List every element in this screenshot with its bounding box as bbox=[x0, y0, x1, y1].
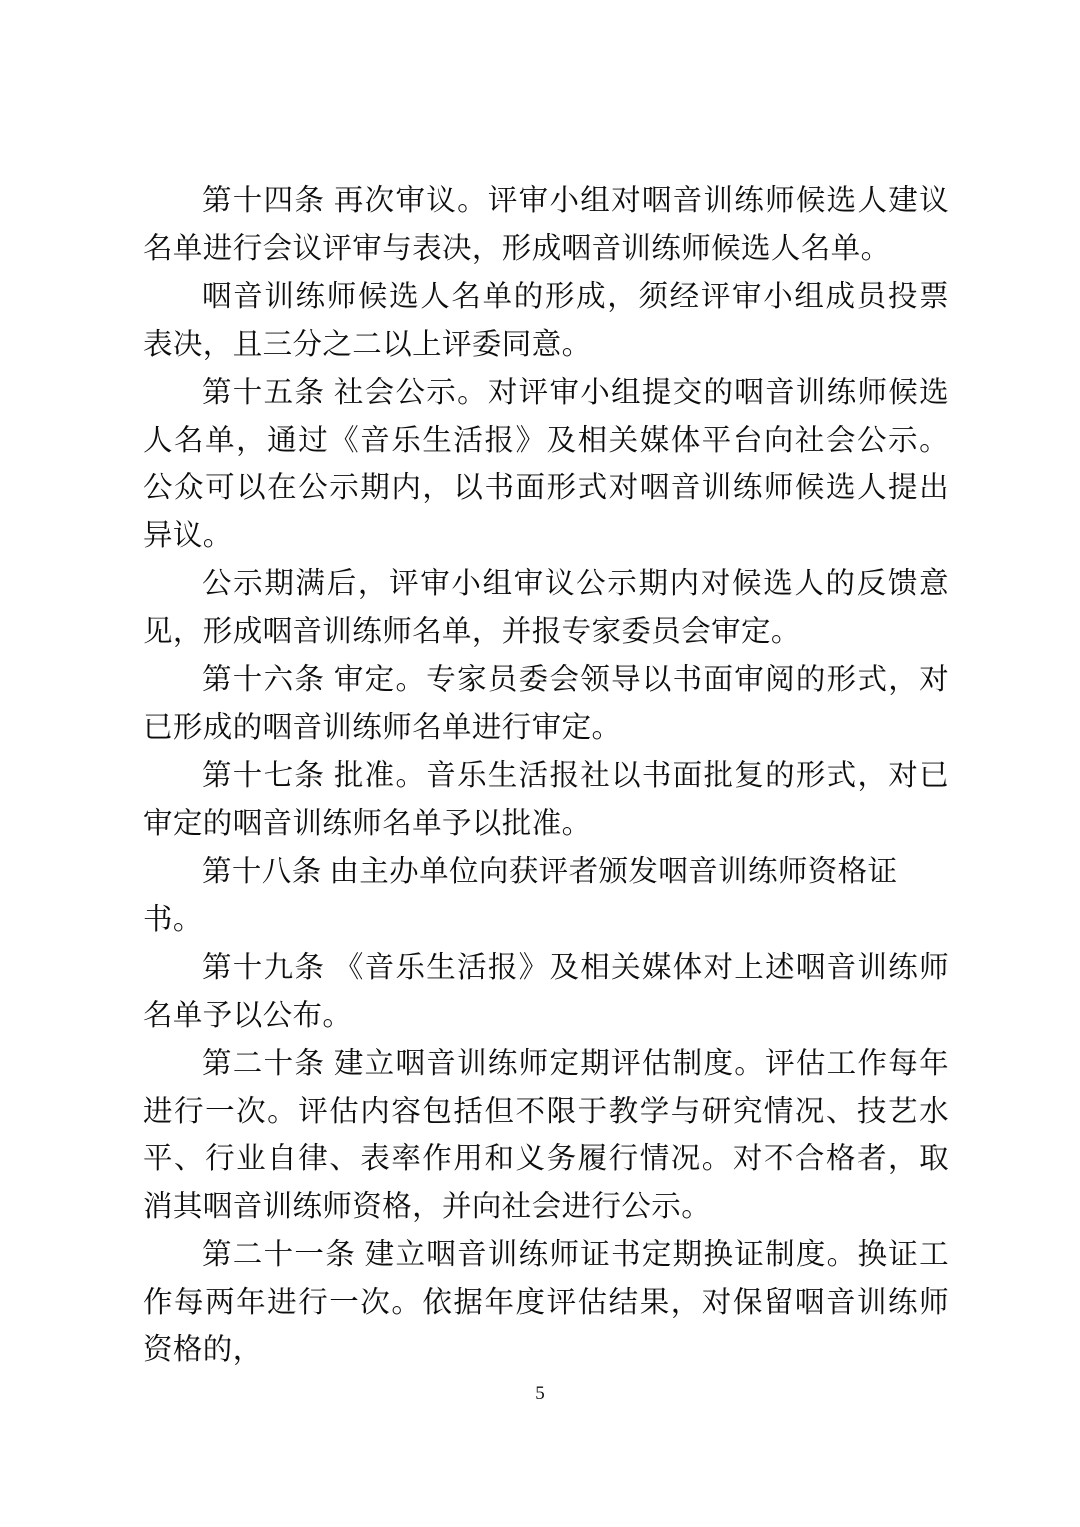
page-number: 5 bbox=[535, 1383, 545, 1404]
paragraph: 第十六条 审定。专家员委会领导以书面审阅的形式，对已形成的咽音训练师名单进行审定。 bbox=[143, 664, 949, 744]
paragraph: 第十五条 社会公示。对评审小组提交的咽音训练师候选人名单，通过《音乐生活报》及相关媒体平台向社会公示。公众可以在公示期内，以书面形式对咽音训练师候选人提出异议。 bbox=[143, 377, 949, 552]
paragraph: 咽音训练师候选人名单的形成，须经评审小组成员投票表决，且三分之二以上评委同意。 bbox=[143, 281, 949, 361]
paragraph: 第十八条 由主办单位向获评者颁发咽音训练师资格证书。 bbox=[143, 856, 898, 936]
paragraph: 第十四条 再次审议。评审小组对咽音训练师候选人建议名单进行会议评审与表决，形成咽音训练师候选人名单。 bbox=[143, 185, 949, 265]
document-body bbox=[143, 178, 949, 1376]
paragraph: 公示期满后，评审小组审议公示期内对候选人的反馈意见，形成咽音训练师名单，并报专家委员会审定。 bbox=[143, 568, 949, 648]
paragraph: 第十七条 批准。音乐生活报社以书面批复的形式，对已审定的咽音训练师名单予以批准。 bbox=[143, 760, 949, 840]
paragraph: 第十九条 《音乐生活报》及相关媒体对上述咽音训练师名单予以公布。 bbox=[143, 952, 949, 1032]
paragraph: 第二十一条 建立咽音训练师证书定期换证制度。换证工作每两年进行一次。依据年度评估结果，对保留咽音训练师资格的， bbox=[143, 1239, 949, 1366]
paragraph: 第二十条 建立咽音训练师定期评估制度。评估工作每年进行一次。评估内容包括但不限于教学与研究情况、技艺水平、行业自律、表率作用和义务履行情况。对不合格者，取消其咽音训练师资格，并向社会进行公示。 bbox=[143, 1048, 949, 1223]
